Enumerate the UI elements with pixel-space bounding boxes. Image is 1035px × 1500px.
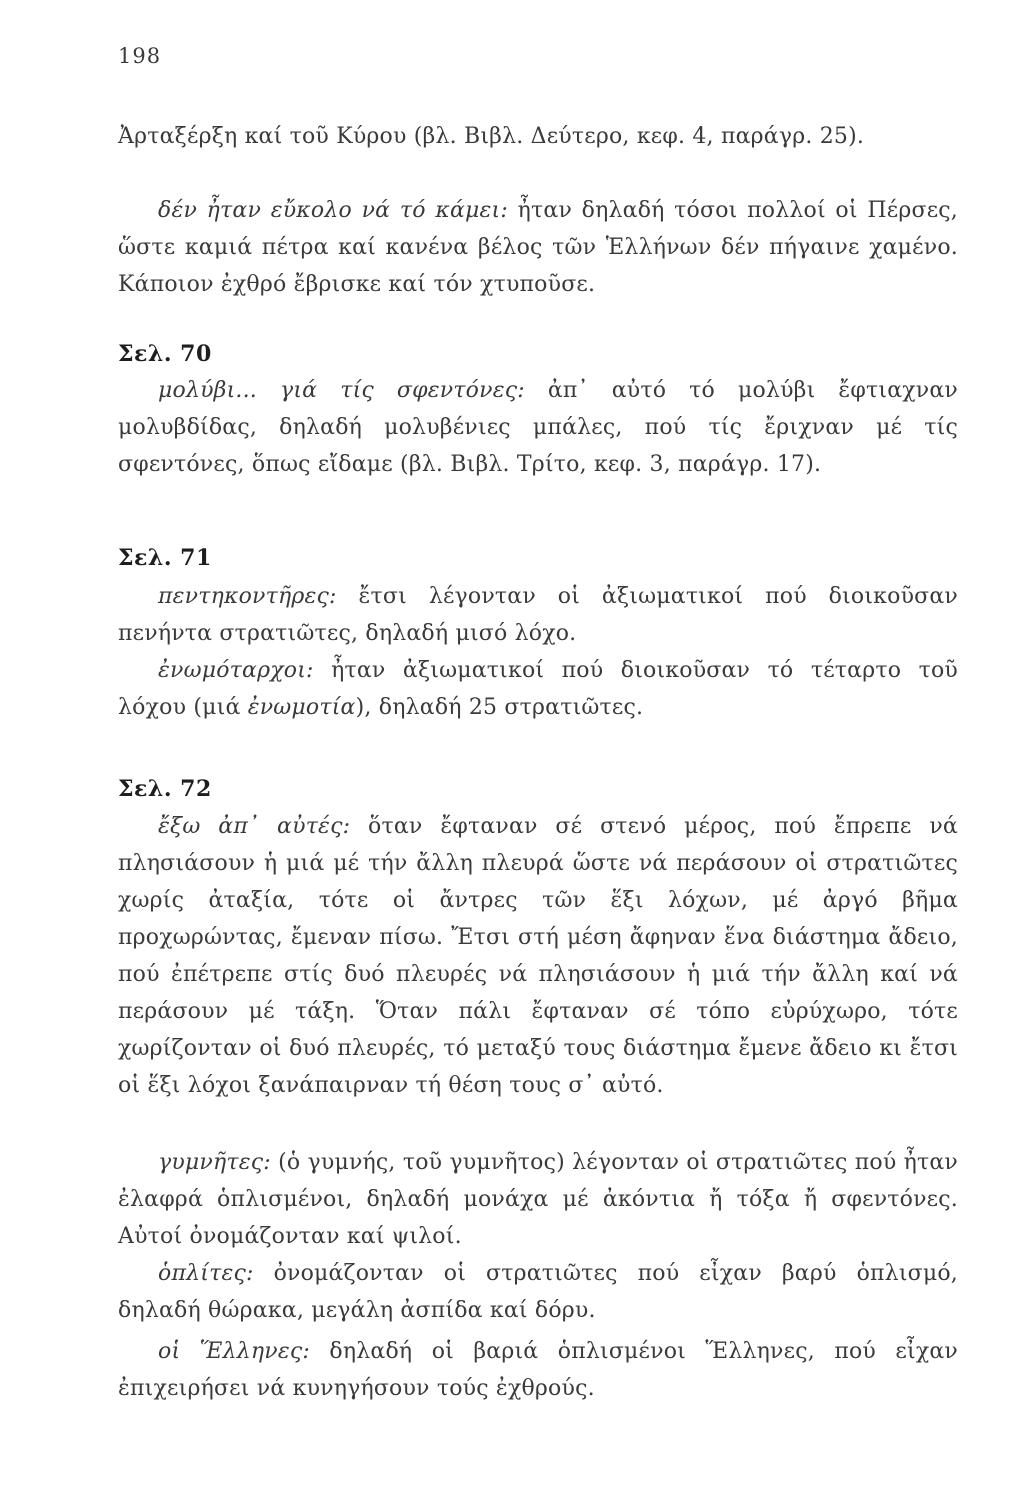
entry-text: ἀπ᾿ αὐτό τό μολύβι ἔφτιαχναν μολυβδίδας, δηλαδή μολυβένιες μπάλες, πού τίς ἔριχναν μέ τίς σφεντόνες, ὅπως εἴδαμε (βλ. Βιβλ. Τρίτο, κεφ. 3, παράγρ. 17). <box>118 378 958 477</box>
entry-70-1 <box>118 372 958 483</box>
entry-term: ἐνωμόταρχοι: <box>158 658 314 683</box>
section-heading-71: Σελ. 71 <box>118 545 212 571</box>
entry-term-inline: ἐνωμοτία <box>247 695 356 720</box>
entry-text: ὅταν ἔφταναν σέ στενό μέρος, πού ἔπρεπε νά πλησιάσουν ἡ μιά μέ τήν ἄλλη πλευρά ὥστε νά περάσουν οἱ στρατιῶτες χωρίς ἀταξία, τότε οἱ ἄντρες τῶν ἕξι λόχων, μέ ἀργό βῆμα προχωρώντας, ἔμεναν πίσω. Ἔτσι στή μέση ἄφηναν ἕνα διάστημα ἄδειο, πού ἐπέτρεπε στίς δυό πλευρές νά πλησιάσουν ἡ μιά τήν ἄλλη καί νά περάσουν μέ τάξη. Ὅταν πάλι ἔφταναν σέ τόπο εὐρύχωρο, τότε χωρίζονταν οἱ δυό πλευρές, τό μεταξύ τους διάστημα ἔμενε ἄδειο κι ἔτσι οἱ ἕξι λόχοι ξανάπαιρναν τή θέση τους σ᾿ αὐτό. <box>118 814 958 1098</box>
intro-term: δέν ἦταν εὔκολο νά τό κάμει: <box>158 198 508 223</box>
entry-term: πεντηκοντῆρες: <box>158 584 337 609</box>
entry-text: (ὁ γυμνής, τοῦ γυμνῆτος) λέγονταν οἱ στρατιῶτες πού ἦταν ἐλαφρά ὁπλισμένοι, δηλαδή μονάχα μέ ἀκόντια ἤ τόξα ἤ σφεντόνες. Αὐτοί ὀνομάζονταν καί ψιλοί. <box>118 1150 958 1249</box>
page-number: 198 <box>118 44 162 68</box>
entry-term: ὁπλίτες: <box>158 1261 254 1286</box>
entry-text: ἦταν ἀξιωματικοί πού διοικοῦσαν τό τέταρτο τοῦ λόχου (μιά <box>118 658 958 720</box>
entry-72-1 <box>118 808 958 1104</box>
section-heading-70: Σελ. 70 <box>118 341 212 367</box>
entry-72-4 <box>118 1333 958 1407</box>
intro-entry-text: ἦταν δηλαδή τόσοι πολλοί οἱ Πέρσες, ὥστε καμιά πέτρα καί κανένα βέλος τῶν Ἑλλήνων δέν πήγαινε χαμένο. Κάποιον ἐχθρό ἔβρισκε καί τόν χτυποῦσε. <box>118 198 959 297</box>
entry-72-2 <box>118 1144 958 1255</box>
entry-term: γυμνῆτες: <box>158 1150 271 1175</box>
entry-text: ἔτσι λέγονταν οἱ ἀξιωματικοί πού διοικοῦσαν πενήντα στρατιῶτες, δηλαδή μισό λόχο. <box>118 584 958 646</box>
entry-text: δηλαδή οἱ βαριά ὁπλισμένοι Ἕλληνες, πού εἶχαν ἐπιχειρήσει νά κυνηγήσουν τούς ἐχθρούς. <box>118 1339 958 1401</box>
entry-71-1 <box>118 578 958 652</box>
entry-text: ὀνομάζονταν οἱ στρατιῶτες πού εἶχαν βαρύ ὁπλισμό, δηλαδή θώρακα, μεγάλη ἀσπίδα καί δόρυ. <box>118 1261 958 1323</box>
entry-text-tail: ), δηλαδή 25 στρατιῶτες. <box>355 695 644 720</box>
entry-72-3 <box>118 1255 958 1329</box>
intro-entry <box>118 192 958 303</box>
intro-text: Ἀρταξέρξη καί τοῦ Κύρου (βλ. Βιβλ. Δεύτερο, κεφ. 4, παράγρ. 25). <box>118 124 865 149</box>
section-heading-72: Σελ. 72 <box>118 776 212 802</box>
entry-term: μολύβι... γιά τίς σφεντόνες: <box>158 378 525 403</box>
entry-term: οἱ Ἕλληνες: <box>158 1339 311 1364</box>
intro-paragraph <box>118 118 958 155</box>
entry-term: ἔξω ἀπ᾿ αὐτές: <box>158 814 351 839</box>
entry-71-2 <box>118 652 958 726</box>
